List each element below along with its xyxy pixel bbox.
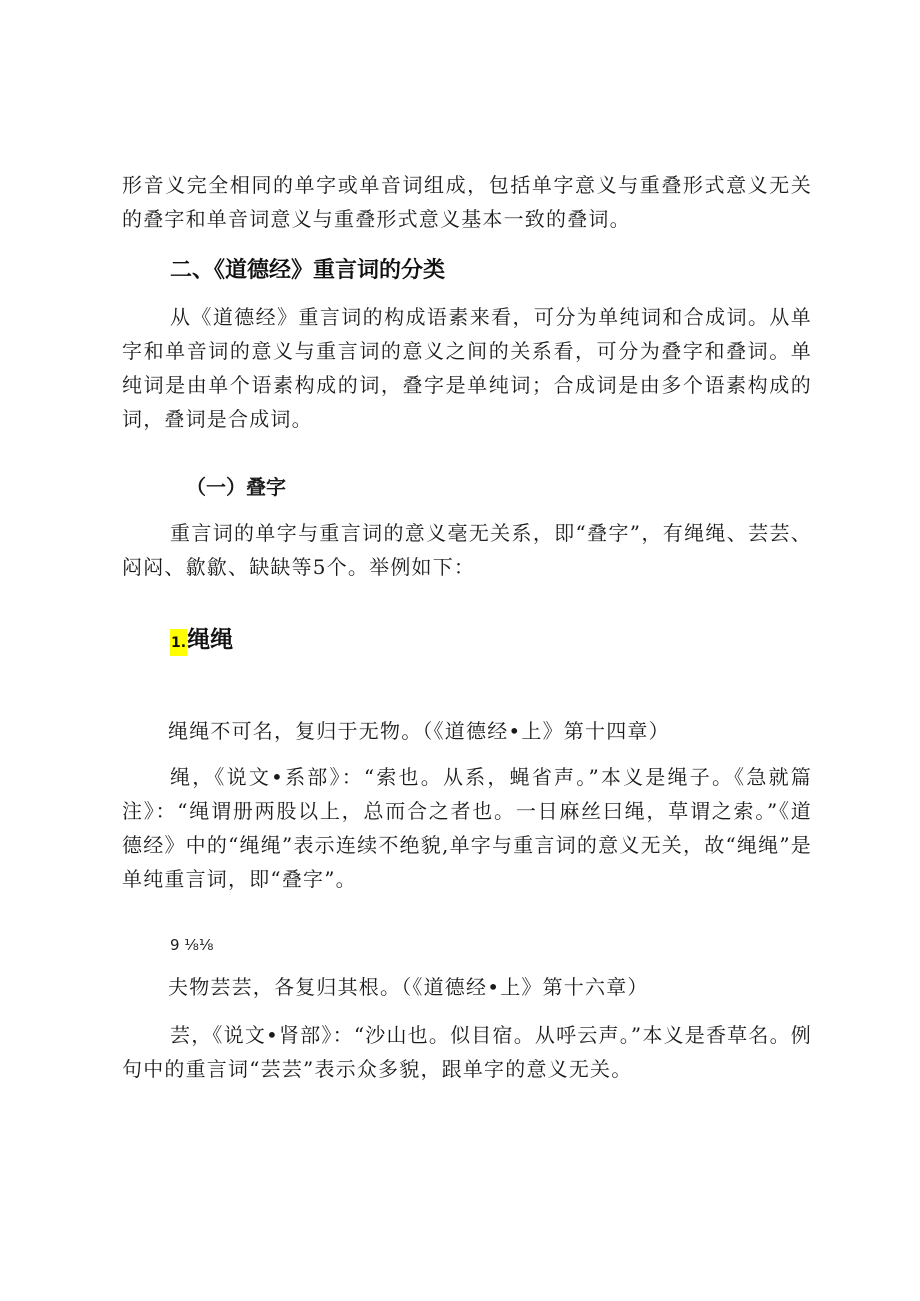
section-heading: 二、《道德经》重言词的分类 [170, 258, 446, 283]
item-1-title [170, 623, 233, 660]
item-1-title-text: 绳绳 [187, 627, 234, 653]
item-1-quote: 绳绳不可名，复归于无物。（《道德经•上》第十四章） [168, 719, 670, 743]
item-2-explanation: 芸，《说文•肾部》：“沙山也。似目宿。从呼云声。”本义是香草名。例句中的重言词“芸芸”表示众多貌，跟单字的意义无关。 [122, 1023, 812, 1081]
diezi-intro-paragraph: 重言词的单字与重言词的意义毫无关系，即“叠字”，有绳绳、芸芸、闷闷、歙歙、缺缺等5个。举例如下： [122, 521, 812, 579]
subheading-diezi: （一）叠字 [186, 475, 286, 499]
classification-paragraph: 从《道德经》重言词的构成语素来看，可分为单纯词和合成词。从单字和单音词的意义与重言词的意义之间的关系看，可分为叠字和叠词。单纯词是由单个语素构成的词，叠字是单纯词；合成词是由多个语素构成的词，叠词是合成词。 [122, 305, 812, 431]
item-2-heading: 9 ⅛⅛ [170, 936, 214, 954]
item-1-explanation: 绳，《说文•系部》：“索也。从系，蝇省声。”本义是绳子。《急就篇注》：“绳谓册两股以上，总而合之者也。一日麻丝曰绳，草谓之索。”《道德经》中的“绳绳”表示连续不绝貌,单字与重言词的意义无关，故“绳绳”是单纯重言词，即“叠字”。 [122, 765, 812, 891]
intro-paragraph: 形音义完全相同的单字或单音词组成，包括单字意义与重叠形式意义无关的叠字和单音词意义与重叠形式意义基本一致的叠词。 [122, 173, 812, 231]
item-2-quote: 夫物芸芸，各复归其根。（《道德经•上》第十六章） [168, 975, 649, 999]
item-1-number: 1. [170, 629, 187, 656]
